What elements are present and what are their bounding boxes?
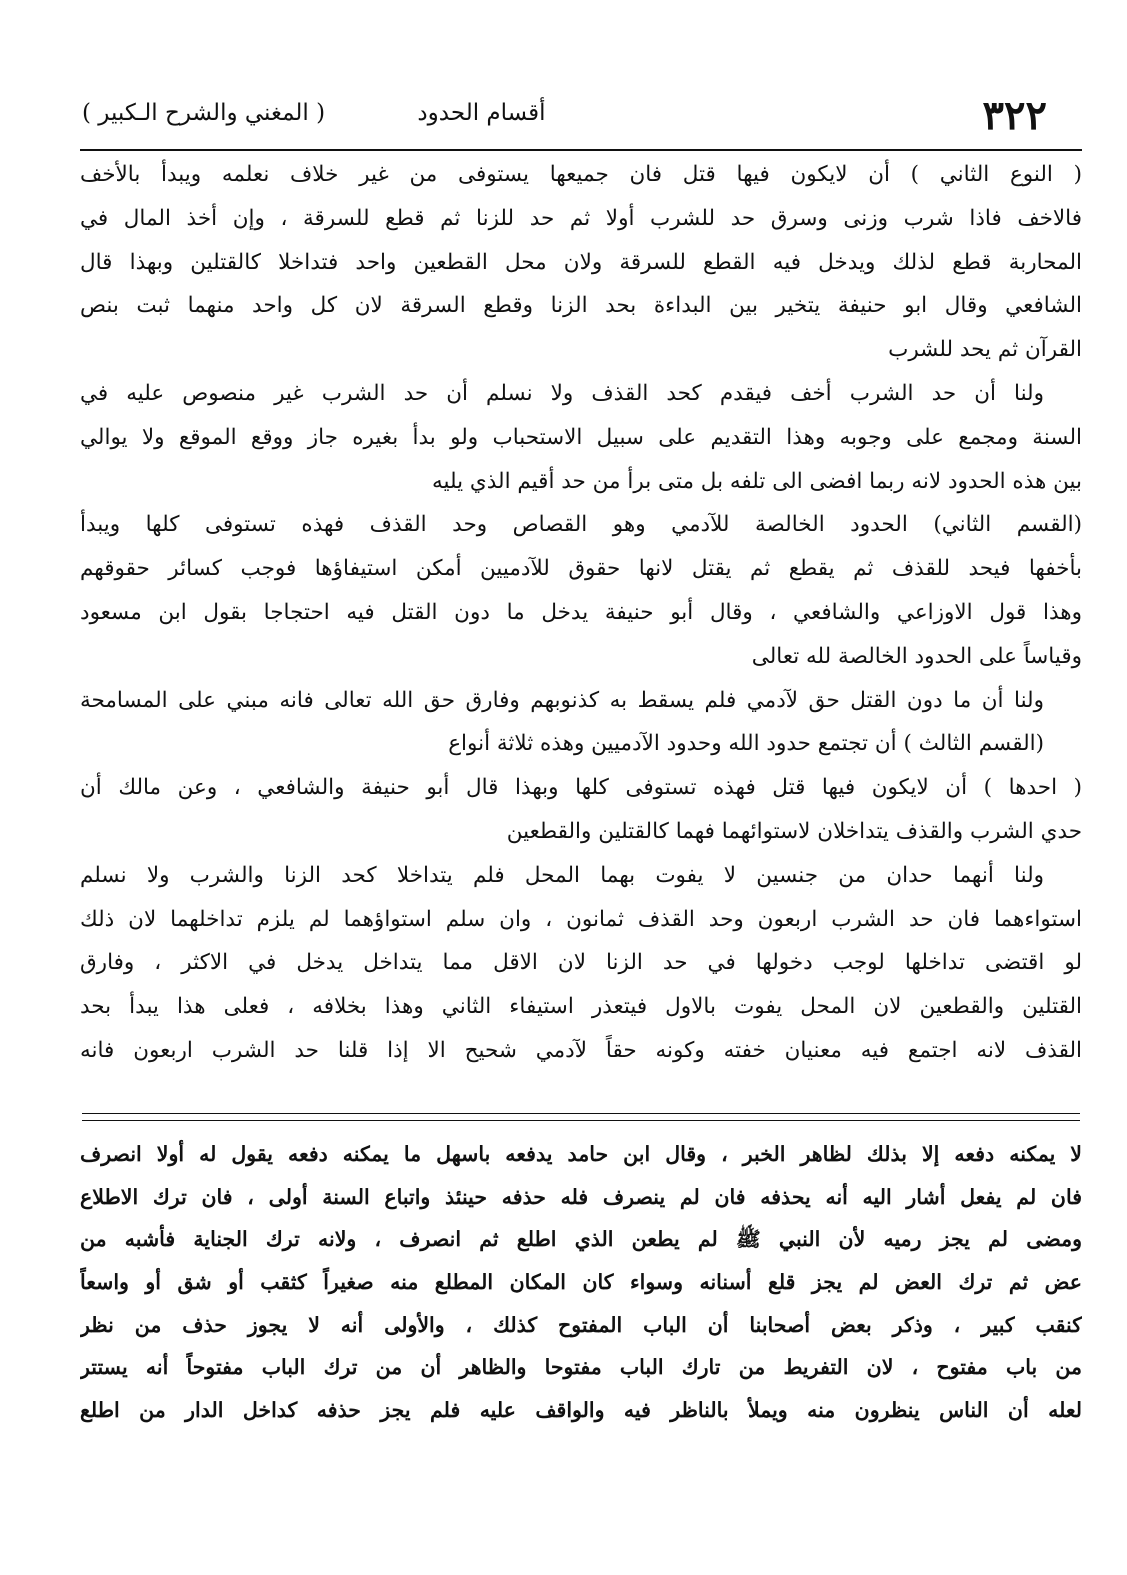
text-line: كنقب كبير ، وذكر بعض أصحابنا أن الباب المفتوح كذلك ، والأولى أنه لا يجوز حذف من نظر	[80, 1312, 1082, 1337]
text-line: بين هذه الحدود لانه ربما افضى الى تلفه بل متى برأ من حد أقيم الذي يليه	[431, 468, 1082, 494]
text-line: (القسم الثالث ) أن تجتمع حدود الله وحدود الآدميين وهذه ثلاثة أنواع	[448, 731, 1044, 757]
text-line: الشافعي وقال ابو حنيفة يتخير بين البداءة بحد الزنا وقطع السرقة لان كل واحد منهما ثبت بنص	[80, 293, 1082, 319]
book-title: ( المغني والشرح الـكبير )	[82, 100, 326, 126]
footnote-separator	[82, 1113, 1080, 1121]
text-line: بأخفها فيحد للقذف ثم يقطع ثم يقتل لانها حقوق للآدميين أمكن استيفاؤها فوجب كسائر حقوقهم	[80, 556, 1082, 582]
text-line: وقياساً على الحدود الخالصة لله تعالى	[751, 643, 1082, 669]
section-title: أقسام الحدود	[417, 100, 546, 126]
text-line: ( احدها ) أن لايكون فيها قتل فهذه تستوفى كلها وبهذا قال أبو حنيفة والشافعي ، وعن مالك أن	[80, 775, 1082, 801]
text-line: ومضى لم يجز رميه لأن النبي ﷺ لم يطعن الذي اطلع ثم انصرف ، ولانه ترك الجناية فأشبه من	[80, 1227, 1082, 1252]
page-header	[82, 92, 1047, 144]
text-line: ( النوع الثاني ) أن لايكون فيها قتل فان جميعها يستوفى من غير خلاف نعلمه ويبدأ بالأخف	[80, 162, 1082, 187]
text-line: ولنا أن حد الشرب أخف فيقدم كحد القذف ولا نسلم أن حد الشرب غير منصوص عليه في	[80, 380, 1044, 406]
text-line: القتلين والقطعين لان المحل يفوت بالاول فيتعذر استيفاء الثاني وهذا بخلافه ، فعلى هذا يبدأ بحد	[80, 994, 1082, 1020]
text-line: لعله أن الناس ينظرون منه ويملأ بالناظر فيه والواقف عليه فلم يجز حذفه كداخل الدار من اطلع	[80, 1398, 1082, 1423]
text-line: استواءهما فان حد الشرب اربعون وحد القذف ثمانون ، وان سلم استواؤهما لم يلزم تداخلهما لان ذلك	[80, 906, 1082, 932]
text-line: (القسم الثاني) الحدود الخالصة للآدمي وهو القصاص وحد القذف فهذه تستوفى كلها ويبدأ	[80, 512, 1082, 538]
footnote-text	[80, 1133, 1082, 1432]
text-line: القذف لانه اجتمع فيه معنيان خفته وكونه حقاً لآدمي شحيح الا إذا قلنا حد الشرب اربعون فانه	[80, 1037, 1082, 1063]
page-number: ٣٢٢	[982, 92, 1047, 139]
main-text	[80, 153, 1082, 1073]
text-line: ولنا أنهما حدان من جنسين لا يفوت بهما المحل فلم يتداخلا كحد الزنا والشرب ولا نسلم	[80, 862, 1044, 888]
text-line: ولنا أن ما دون القتل حق لآدمي فلم يسقط به كذنوبهم وفارق حق الله تعالى فانه مبني على المسامحة	[80, 687, 1044, 713]
text-line: عض ثم ترك العض لم يجز قلع أسنانه وسواء كان المكان المطلع منه صغيراً كثقب أو شق أو واسعاً	[80, 1270, 1082, 1295]
text-line: السنة ومجمع على وجوبه وهذا التقديم على سبيل الاستحباب ولو بدأ بغيره جاز ووقع الموقع ولا يوالي	[80, 424, 1082, 450]
text-line: المحاربة قطع لذلك ويدخل فيه القطع للسرقة ولان محل القطعين واحد فتداخلا كالقتلين وبهذا قال	[80, 249, 1082, 275]
text-line: لو اقتضى تداخلها لوجب دخولها في حد الزنا لان الاقل مما يتداخل يدخل في الاكثر ، وفارق	[80, 950, 1082, 976]
text-line: القرآن ثم يحد للشرب	[888, 337, 1082, 363]
text-line: وهذا قول الاوزاعي والشافعي ، وقال أبو حنيفة يدخل ما دون القتل فيه احتجاجا بقول ابن مسعود	[80, 599, 1082, 625]
text-line: فالاخف فاذا شرب وزنى وسرق حد للشرب أولا ثم حد للزنا ثم قطع للسرقة ، وإن أخذ المال في	[80, 205, 1082, 231]
header-rule	[80, 149, 1082, 151]
text-line: حدي الشرب والقذف يتداخلان لاستوائهما فهما كالقتلين والقطعين	[506, 818, 1082, 844]
text-line: لا يمكنه دفعه إلا بذلك لظاهر الخبر ، وقال ابن حامد يدفعه باسهل ما يمكنه دفعه يقول له أولا انصرف	[80, 1142, 1082, 1166]
text-line: من باب مفتوح ، لان التفريط من تارك الباب مفتوحا والظاهر أن من ترك الباب مفتوحاً أنه يستتر	[80, 1355, 1082, 1380]
text-line: فان لم يفعل أشار اليه أنه يحذفه فان لم ينصرف فله حذفه حينئذ واتباع السنة أولى ، فان ترك الاطلاع	[80, 1184, 1082, 1209]
